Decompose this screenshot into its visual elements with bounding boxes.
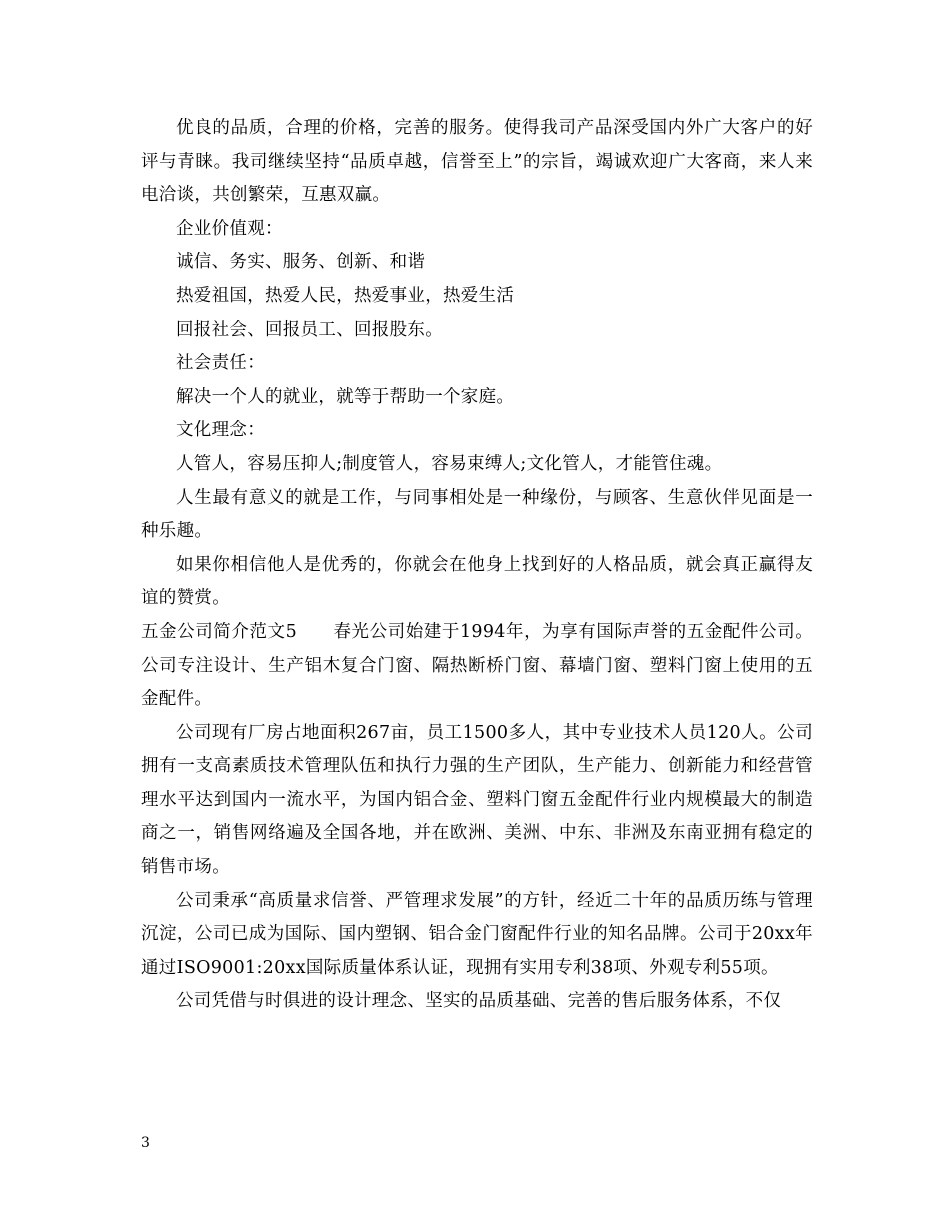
paragraph: 人生最有意义的就是工作，与同事相处是一种缘份，与顾客、生意伙伴见面是一种乐趣。 xyxy=(141,487,813,542)
paragraph: 诚信、务实、服务、创新、和谐 xyxy=(176,252,426,273)
paragraph: 优良的品质，合理的价格，完善的服务。使得我司产品深受国内外广大客户的好评与青睐。我司继续坚持“品质卓越，信誉至上”的宗旨，竭诚欢迎广大客商，来人来电洽谈，共创繁荣，互惠双赢。 xyxy=(141,118,813,206)
paragraph: 社会责任： xyxy=(176,353,265,374)
paragraph: 公司现有厂房占地面积267亩，员工1500多人，其中专业技术人员120人。公司拥有一支高素质技术管理队伍和执行力强的生产团队，生产能力、创新能力和经营管理水平达到国内一流水平，为国内铝合金、塑料门窗五金配件行业内规模最大的制造商之一，销售网络遍及全国各地，并在欧洲、美洲、中东、非洲及东南亚拥有稳定的销售市场。 xyxy=(141,722,813,878)
document-body xyxy=(141,112,813,1019)
paragraph: 热爱祖国，热爱人民，热爱事业，热爱生活 xyxy=(176,285,515,306)
page-number: 3 xyxy=(141,1135,150,1151)
paragraph: 回报社会、回报员工、回报股东。 xyxy=(176,319,443,340)
paragraph: 公司凭借与时俱进的设计理念、坚实的品质基础、完善的售后服务体系，不仅 xyxy=(176,991,782,1012)
paragraph: 人管人，容易压抑人;制度管人，容易束缚人;文化管人，才能管住魂。 xyxy=(176,453,723,474)
paragraph: 文化理念： xyxy=(176,420,265,441)
paragraph: 解决一个人的就业，就等于帮助一个家庭。 xyxy=(176,386,515,407)
section-heading-paragraph: 五金公司简介范文5 春光公司始建于1994年，为享有国际声誉的五金配件公司。公司专注设计、生产铝木复合门窗、隔热断桥门窗、幕墙门窗、塑料门窗上使用的五金配件。 xyxy=(141,621,813,710)
paragraph: 企业价值观： xyxy=(176,218,283,239)
paragraph: 公司秉承“高质量求信誉、严管理求发展”的方针，经近二十年的品质历练与管理沉淀，公司已成为国际、国内塑钢、铝合金门窗配件行业的知名品牌。公司于20xx年通过ISO9001:20xx国际质量体系认证，现拥有实用专利38项、外观专利55项。 xyxy=(141,890,813,978)
paragraph: 如果你相信他人是优秀的，你就会在他身上找到好的人格品质，就会真正赢得友谊的赞赏。 xyxy=(141,554,813,609)
